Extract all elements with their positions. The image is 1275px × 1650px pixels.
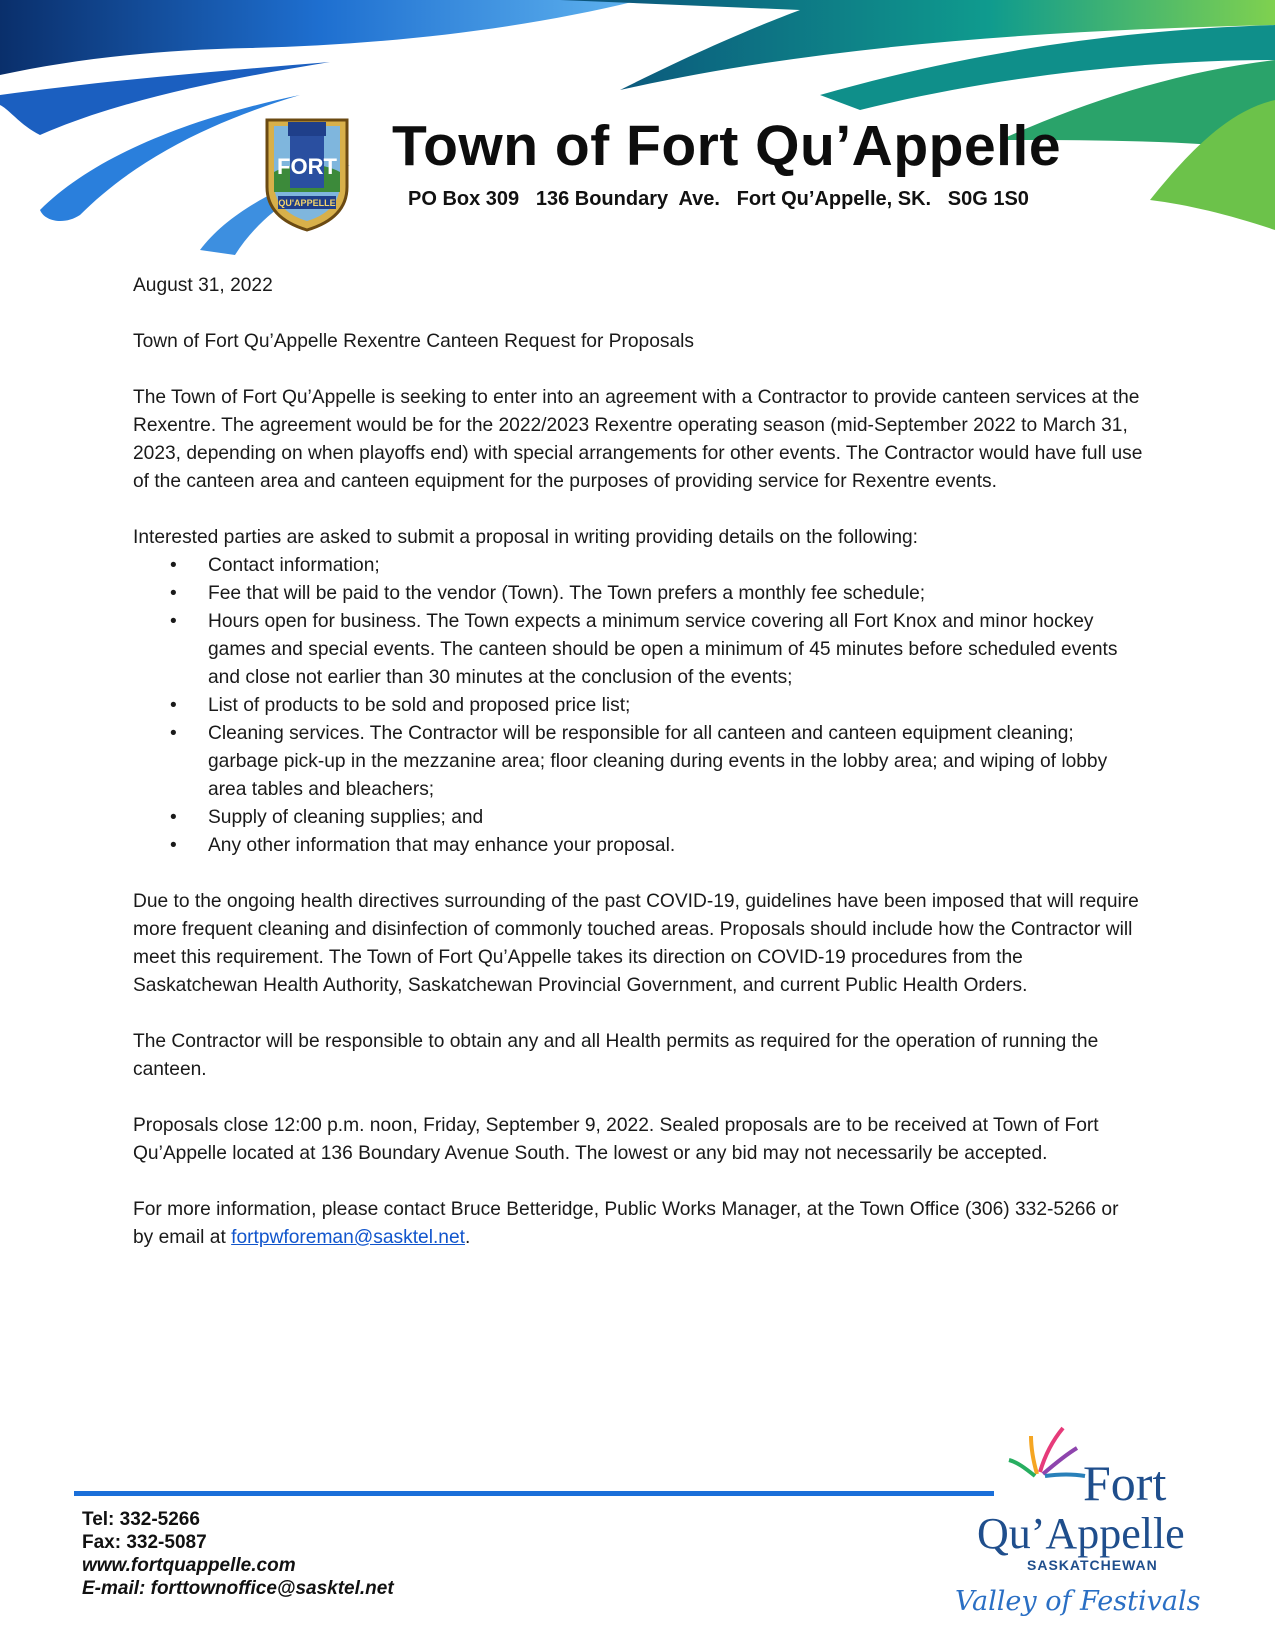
list-item: • Cleaning services. The Contractor will be responsible for all canteen and canteen equipment cleaning; garbage pick-up in the mezzanine area; floor cleaning during events in the lobby area; and wiping of lobby area tables and bleachers; — [208, 720, 1143, 804]
list-item: • Fee that will be paid to the vendor (Town). The Town prefers a monthly fee schedule; — [208, 580, 1143, 608]
valley-of-festivals-logo — [955, 1420, 1255, 1620]
contact-email-link[interactable]: fortpwforeman@sasktel.net — [231, 1227, 465, 1248]
letter-date: August 31, 2022 — [133, 275, 273, 296]
footer-fax: Fax: 332-5087 — [82, 1532, 207, 1553]
list-item: • Hours open for business. The Town expects a minimum service covering all Fort Knox and minor hockey games and special events. The canteen should be open a minimum of 45 minutes before scheduled events and close not earlier than 30 minutes at the conclusion of the events; — [208, 608, 1143, 692]
list-intro: Interested parties are asked to submit a proposal in writing providing details on the following: — [133, 527, 918, 548]
covid-paragraph: Due to the ongoing health directives surrounding of the past COVID-19, guidelines have been imposed that will require more frequent cleaning and disinfection of commonly touched areas. Proposals should include how the Contractor will meet this requirement. The Town of Fort Qu’Appelle takes its direction on COVID-19 procedures from the Saskatchewan Health Authority, Saskatchewan Provincial Government, and current Public Health Orders. — [133, 891, 1139, 996]
town-title: Town of Fort Qu’Appelle — [392, 114, 1062, 178]
town-address: PO Box 309 136 Boundary Ave. Fort Qu’Appelle, SK. S0G 1S0 — [408, 188, 1029, 210]
logo-quappelle: Qu’Appelle — [977, 1509, 1185, 1558]
logo-tagline: Valley of Festivals — [955, 1586, 1201, 1617]
list-item: • Supply of cleaning supplies; and — [208, 804, 1143, 832]
contact-paragraph — [133, 1196, 1143, 1252]
letter-subject: Town of Fort Qu’Appelle Rexentre Canteen Request for Proposals — [133, 331, 694, 352]
requirements-list — [133, 552, 1143, 860]
letter-intro: The Town of Fort Qu’Appelle is seeking to enter into an agreement with a Contractor to provide canteen services at the Rexentre. The agreement would be for the 2022/2023 Rexentre operating season (mid-September 2022 to March 31, 2023, depending on when playoffs end) with special arrangements for other events. The Contractor would have full use of the canteen area and canteen equipment for the purposes of providing service for Rexentre events. — [133, 387, 1143, 492]
list-item: • Contact information; — [208, 552, 1143, 580]
list-item: • Any other information that may enhance your proposal. — [208, 832, 1143, 860]
footer-website[interactable]: www.fortquappelle.com — [82, 1555, 296, 1576]
crest-text-top: FORT — [277, 154, 337, 179]
letter-body — [133, 272, 1143, 1280]
fireworks-icon — [1009, 1428, 1085, 1476]
contact-suffix: . — [464, 1227, 471, 1248]
logo-saskatchewan: SASKATCHEWAN — [1027, 1557, 1158, 1573]
footer-email[interactable]: E-mail: forttownoffice@sasktel.net — [82, 1578, 394, 1599]
footer-contact — [82, 1508, 394, 1600]
footer-tel: Tel: 332-5266 — [82, 1509, 200, 1530]
permits-paragraph: The Contractor will be responsible to obtain any and all Health permits as required for the operation of running the canteen. — [133, 1031, 1099, 1080]
contact-prefix: For more information, please contact Bruce Betteridge, Public Works Manager, at the Town Office (306) 332-5266 or by email at — [133, 1199, 1119, 1248]
logo-fort: Fort — [1083, 1455, 1167, 1511]
town-crest-logo — [252, 112, 362, 232]
footer-divider — [74, 1491, 994, 1496]
crest-text-bottom: QU'APPELLE — [278, 198, 336, 208]
closing-paragraph: Proposals close 12:00 p.m. noon, Friday, September 9, 2022. Sealed proposals are to be received at Town of Fort Qu’Appelle located at 136 Boundary Avenue South. The lowest or any bid may not necessarily be accepted. — [133, 1115, 1099, 1164]
list-item: • List of products to be sold and proposed price list; — [208, 692, 1143, 720]
